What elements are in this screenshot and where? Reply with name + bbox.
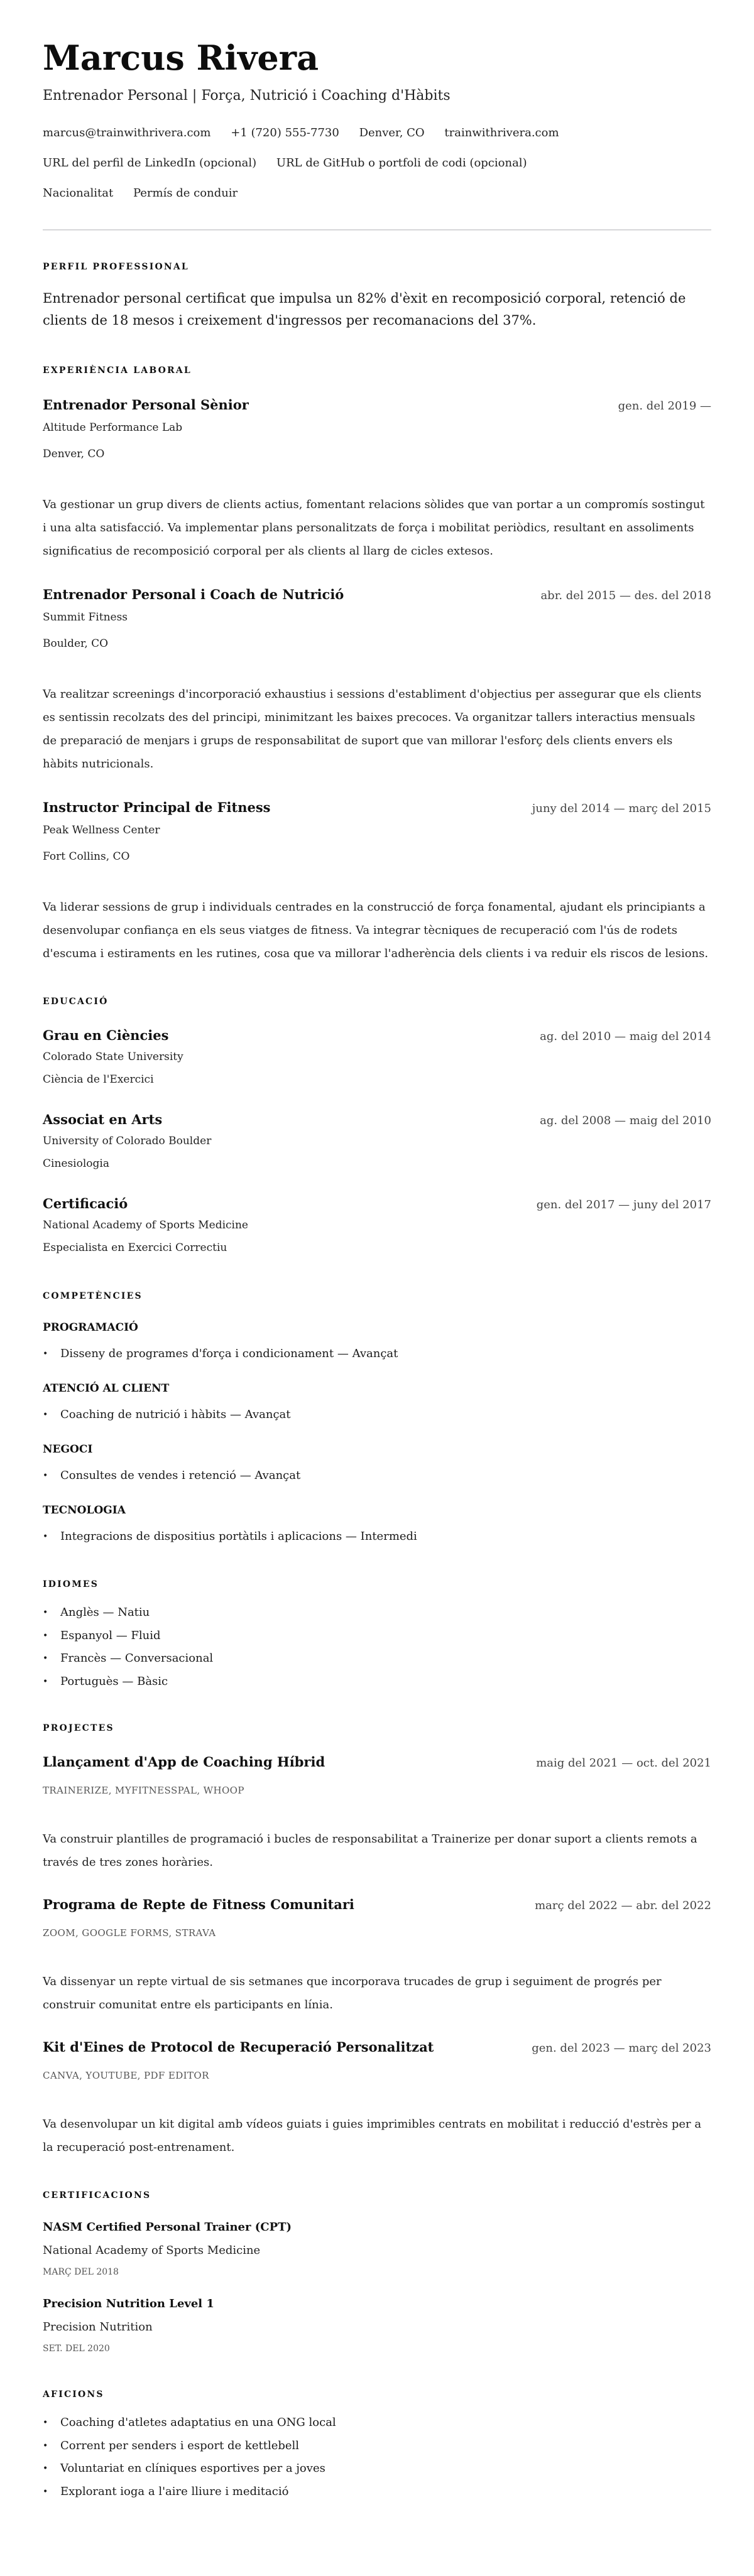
hobby-item: • Explorant ioga a l'aire lliure i meditació [43,2481,711,2504]
skill-list [43,1467,711,1485]
headline: Entrenador Personal | Força, Nutrició i Coaching d'Hàbits [43,88,451,104]
job-title: Entrenador Personal Sènior [43,397,249,413]
header-divider [43,229,711,230]
certification-issuer: Precision Nutrition [43,2320,153,2334]
school: Colorado State University [43,1051,183,1063]
skill-list [43,1345,711,1363]
language-item: • Portuguès — Bàsic [43,1670,711,1694]
skill-group-title: TECNOLOGIA [43,1504,126,1517]
degree: Certificació [43,1196,128,1211]
github-link[interactable]: URL de GitHub o portfoli de codi (opcional) [276,156,527,170]
skill-list [43,1406,711,1424]
projects-section [43,1722,711,2159]
field-of-study: Ciència de l'Exercici [43,1073,154,1086]
skill-item: • Integracions de dispositius portàtils i aplicacions — Intermedi [43,1528,711,1545]
job-description: Va gestionar un grup divers de clients actius, fomentant relacions sòlides que van portar a un compromís sostingut i una alta satisfacció. Va implementar plans personalitzats de força i mobilitat periòdics, resultant en assoliments significatius de recomposició corporal per als clients al llarg de cicles extesos. [43,498,705,558]
education-dates: ag. del 2008 — maig del 2010 [540,1114,711,1127]
phone: +1 (720) 555-7730 [231,126,339,139]
language-item: • Francès — Conversacional [43,1647,711,1670]
extras-row [43,185,711,202]
certifications-section [43,2189,711,2356]
education-entry [43,1193,711,1257]
degree: Grau en Ciències [43,1027,169,1043]
location: Denver, CO [359,126,425,139]
job-title: Entrenador Personal i Coach de Nutrició [43,587,344,602]
certification-name: NASM Certified Personal Trainer (CPT) [43,2221,292,2234]
education-entry [43,1025,711,1089]
email-link[interactable]: marcus@trainwithrivera.com [43,126,211,139]
job-location: Boulder, CO [43,637,109,650]
skill-list [43,1528,711,1545]
job-description: Va liderar sessions de grup i individuals centrades en la construcció de força fonamental, ajudant els principiants a desenvolupar confiança en els seus viatges de fitness. Va integrar tècniques de recuperació com l'ús de rodets d'escuma i estiraments en les rutines, cosa que va millorar l'adherència dels clients i va reduir els riscos de lesions. [43,901,709,960]
skill-group-title: ATENCIÓ AL CLIENT [43,1382,170,1395]
certification-name: Precision Nutrition Level 1 [43,2297,214,2310]
resume-header [43,38,711,202]
project-dates: maig del 2021 — oct. del 2021 [536,1756,711,1770]
school: National Academy of Sports Medicine [43,1219,248,1231]
certification-entry [43,2295,711,2356]
skill-item: • Consultes de vendes i retenció — Avançat [43,1467,711,1485]
certification-issuer: National Academy of Sports Medicine [43,2244,261,2257]
section-heading: CERTIFICACIONS [43,2190,151,2200]
skill-group-title: NEGOCI [43,1443,93,1456]
hobby-list [43,2411,711,2503]
job-entry [43,584,711,776]
section-heading: COMPETÈNCIES [43,1291,143,1301]
project-tech: CANVA, YOUTUBE, PDF EDITOR [43,2070,209,2081]
project-dates: gen. del 2023 — març del 2023 [532,2042,711,2055]
section-heading: EDUCACIÓ [43,997,109,1007]
skills-section [43,1290,711,1545]
field-of-study: Cinesiologia [43,1157,109,1170]
education-section [43,995,711,1257]
candidate-name: Marcus Rivera [43,38,319,78]
language-list [43,1601,711,1693]
project-tech: ZOOM, GOOGLE FORMS, STRAVA [43,1927,216,1939]
summary-text: Entrenador personal certificat que impulsa un 82% d'èxit en recomposició corporal, retenció de clients de 18 mesos i creixement d'ingressos per recomanacions del 37%. [43,291,686,328]
field-of-study: Especialista en Exercici Correctiu [43,1242,227,1254]
job-company: Peak Wellness Center [43,824,160,836]
hobby-item: • Coaching d'atletes adaptatius en una ONG local [43,2411,711,2435]
hobby-item: • Voluntariat en clíniques esportives per a joves [43,2457,711,2481]
job-dates: abr. del 2015 — des. del 2018 [540,589,711,602]
education-dates: gen. del 2017 — juny del 2017 [536,1198,711,1211]
certification-date: MARÇ DEL 2018 [43,2267,119,2277]
job-dates: gen. del 2019 — [618,399,711,413]
contact-row [43,124,711,142]
project-description: Va dissenyar un repte virtual de sis setmanes que incorporava trucades de grup i seguiment de progrés per construir comunitat entre els participants en línia. [43,1975,662,2011]
hobby-item: • Corrent per senders i esport de kettlebell [43,2435,711,2458]
job-description: Va realitzar screenings d'incorporació exhaustius i sessions d'establiment d'objectius per assegurar que els clients es sentissin recolzats des del principi, minimitzant les baixes precoces. Va organitzar tallers interactius mensuals de preparació de menjars i grups de responsabilitat de suport que van millorar l'esforç dels clients envers els hàbits nutricionals. [43,688,702,771]
section-heading: AFICIONS [43,2389,104,2400]
education-dates: ag. del 2010 — maig del 2014 [540,1030,711,1043]
job-entry [43,797,711,965]
project-entry [43,2037,711,2159]
project-description: Va desenvolupar un kit digital amb vídeos guiats i guies imprimibles centrats en mobilitat i reducció d'estrès per a la recuperació post-entrenament. [43,2118,702,2154]
language-item: • Anglès — Natiu [43,1601,711,1625]
project-tech: TRAINERIZE, MYFITNESSPAL, WHOOP [43,1785,244,1796]
job-entry [43,394,711,563]
section-heading: PERFIL PROFESSIONAL [43,262,189,272]
job-title: Instructor Principal de Fitness [43,799,271,815]
project-title: Kit d'Eines de Protocol de Recuperació Personalitzat [43,2039,434,2055]
job-company: Altitude Performance Lab [43,421,183,434]
hobbies-section [43,2388,711,2503]
driving-license: Permís de conduir [133,187,238,200]
experience-section [43,364,711,965]
project-title: Programa de Repte de Fitness Comunitari [43,1897,354,1912]
linkedin-link[interactable]: URL del perfil de LinkedIn (opcional) [43,156,257,170]
certification-entry [43,2219,711,2279]
project-title: Llançament d'App de Coaching Híbrid [43,1754,325,1770]
skill-group-title: PROGRAMACIÓ [43,1321,138,1334]
job-location: Fort Collins, CO [43,850,130,863]
certification-date: SET. DEL 2020 [43,2344,110,2354]
languages-section [43,1578,711,1693]
job-location: Denver, CO [43,448,105,460]
project-entry [43,1894,711,2016]
section-heading: IDIOMES [43,1579,99,1589]
skill-item: • Coaching de nutrició i hàbits — Avançat [43,1406,711,1424]
education-entry [43,1109,711,1173]
summary-section [43,261,711,332]
links-row [43,154,711,172]
job-dates: juny del 2014 — març del 2015 [532,802,711,815]
project-entry [43,1751,711,1874]
skill-item: • Disseny de programes d'força i condicionament — Avançat [43,1345,711,1363]
website-link[interactable]: trainwithrivera.com [444,126,559,139]
project-dates: març del 2022 — abr. del 2022 [535,1899,711,1912]
degree: Associat en Arts [43,1112,163,1127]
school: University of Colorado Boulder [43,1135,212,1147]
job-company: Summit Fitness [43,611,128,624]
section-heading: PROJECTES [43,1723,114,1733]
language-item: • Espanyol — Fluid [43,1625,711,1648]
nationality: Nacionalitat [43,187,114,200]
project-description: Va construir plantilles de programació i bucles de responsabilitat a Trainerize per donar suport a clients remots a través de tres zones horàries. [43,1832,697,1869]
section-heading: EXPERIÈNCIA LABORAL [43,365,192,376]
